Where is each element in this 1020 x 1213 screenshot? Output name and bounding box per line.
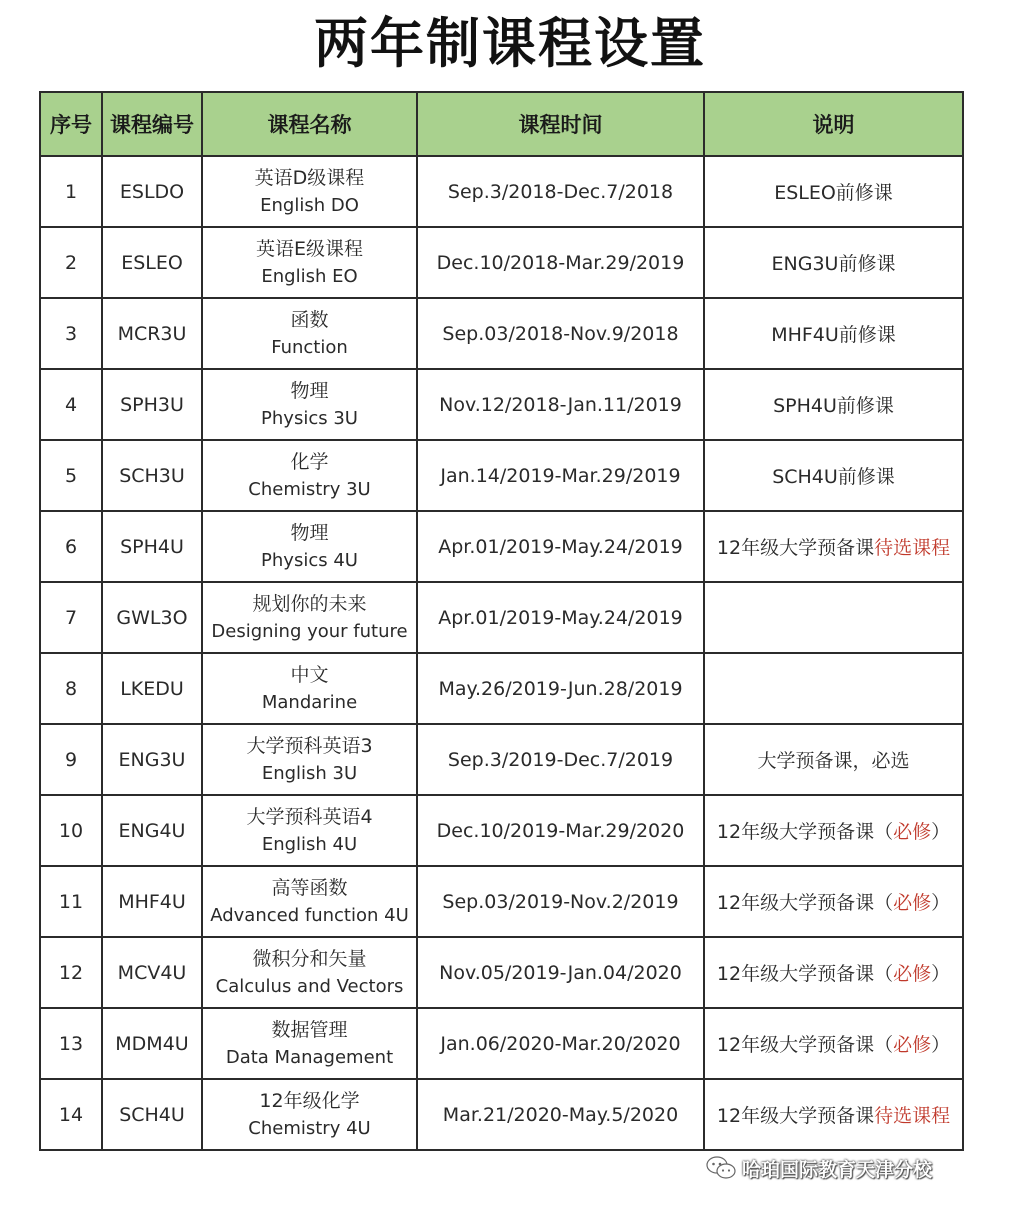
cell-name [202,156,417,227]
table-row [40,937,963,1008]
table-row [40,582,963,653]
cell-seq: 1 [40,156,102,227]
course-table [39,91,964,1151]
course-name-cn: 规划你的未来 [252,592,367,615]
cell-code: ESLEO [102,227,202,298]
cell-time: Sep.3/2018-Dec.7/2018 [417,156,704,227]
note-highlight: 待选课程 [874,1105,951,1127]
cell-code: MDM4U [102,1008,202,1079]
cell-time: Sep.03/2018-Nov.9/2018 [417,298,704,369]
note-tail: ） [931,1034,951,1056]
cell-note [704,1079,963,1150]
cell-time: May.26/2019-Jun.28/2019 [417,653,704,724]
course-name-en: English 4U [261,833,358,855]
cell-time: Apr.01/2019-May.24/2019 [417,511,704,582]
cell-name [202,1008,417,1079]
cell-note [704,937,963,1008]
header-name: 课程名称 [202,92,417,156]
course-name-en: Advanced function 4U [210,904,409,926]
course-name-en: Designing your future [211,620,408,642]
cell-code: LKEDU [102,653,202,724]
cell-note [704,653,963,724]
header-code: 课程编号 [102,92,202,156]
cell-name [202,795,417,866]
course-name-cn: 微积分和矢量 [252,947,367,970]
course-table-body [40,156,963,1150]
cell-name [202,298,417,369]
table-row [40,440,963,511]
cell-time: Dec.10/2019-Mar.29/2020 [417,795,704,866]
table-row [40,298,963,369]
cell-seq: 4 [40,369,102,440]
course-name-cn: 12年级化学 [259,1089,360,1112]
table-row [40,1079,963,1150]
note-text: SPH4U前修课 [773,395,894,417]
course-name-cn: 数据管理 [271,1018,348,1041]
cell-code: MCR3U [102,298,202,369]
cell-time: Sep.03/2019-Nov.2/2019 [417,866,704,937]
header-time: 课程时间 [417,92,704,156]
cell-seq: 6 [40,511,102,582]
table-row [40,156,963,227]
watermark [706,1152,996,1184]
cell-time: Nov.12/2018-Jan.11/2019 [417,369,704,440]
cell-code: SPH4U [102,511,202,582]
cell-seq: 8 [40,653,102,724]
cell-name [202,440,417,511]
cell-code: ENG3U [102,724,202,795]
course-name-cn: 物理 [290,521,329,544]
cell-note [704,369,963,440]
cell-seq: 7 [40,582,102,653]
note-highlight: 必修 [893,821,932,843]
cell-seq: 5 [40,440,102,511]
cell-seq: 9 [40,724,102,795]
course-name-en: English 3U [261,762,358,784]
cell-time: Apr.01/2019-May.24/2019 [417,582,704,653]
note-text: 大学预备课，必选 [757,750,910,772]
course-name-en: Physics 4U [261,549,358,571]
cell-code: SPH3U [102,369,202,440]
cell-note [704,440,963,511]
cell-name [202,866,417,937]
cell-note [704,227,963,298]
cell-code: SCH3U [102,440,202,511]
header-note: 说明 [704,92,963,156]
note-tail: ） [931,821,951,843]
note-text: ENG3U前修课 [771,253,896,275]
note-highlight: 必修 [893,1034,932,1056]
course-name-en: Mandarine [261,691,358,713]
cell-time: Nov.05/2019-Jan.04/2020 [417,937,704,1008]
table-row [40,866,963,937]
cell-seq: 14 [40,1079,102,1150]
course-name-cn: 中文 [290,663,329,686]
cell-note [704,582,963,653]
note-text: 12年级大学预备课 [716,537,875,559]
note-text: 12年级大学预备课（ [716,821,894,843]
cell-code: MCV4U [102,937,202,1008]
cell-note [704,156,963,227]
cell-time: Sep.3/2019-Dec.7/2019 [417,724,704,795]
course-name-cn: 函数 [290,308,329,331]
cell-seq: 13 [40,1008,102,1079]
cell-name [202,937,417,1008]
course-name-cn: 高等函数 [271,876,348,899]
cell-note [704,866,963,937]
cell-name [202,369,417,440]
cell-note [704,298,963,369]
cell-name [202,227,417,298]
watermark-text: 哈珀国际教育天津分校 [742,1158,933,1181]
course-name-en: Function [271,336,348,358]
note-highlight: 必修 [893,892,932,914]
cell-name [202,653,417,724]
cell-time: Jan.14/2019-Mar.29/2019 [417,440,704,511]
course-name-en: Physics 3U [261,407,358,429]
header-seq: 序号 [40,92,102,156]
cell-seq: 3 [40,298,102,369]
note-highlight: 待选课程 [874,537,951,559]
cell-seq: 10 [40,795,102,866]
cell-code: ESLDO [102,156,202,227]
course-name-cn: 化学 [290,450,329,473]
course-name-en: English EO [261,265,358,287]
cell-note [704,511,963,582]
cell-code: GWL3O [102,582,202,653]
note-text: 12年级大学预备课（ [716,963,894,985]
cell-code: ENG4U [102,795,202,866]
cell-seq: 12 [40,937,102,1008]
note-text: SCH4U前修课 [772,466,895,488]
cell-seq: 2 [40,227,102,298]
note-tail: ） [931,892,951,914]
note-tail: ） [931,963,951,985]
cell-time: Jan.06/2020-Mar.20/2020 [417,1008,704,1079]
cell-name [202,1079,417,1150]
cell-note [704,724,963,795]
cell-code: SCH4U [102,1079,202,1150]
cell-name [202,582,417,653]
note-text: ESLEO前修课 [774,182,893,204]
table-row [40,227,963,298]
note-highlight: 必修 [893,963,932,985]
course-name-en: Data Management [225,1046,394,1068]
note-text: 12年级大学预备课（ [716,892,894,914]
course-name-en: English DO [260,194,359,216]
cell-name [202,724,417,795]
cell-time: Mar.21/2020-May.5/2020 [417,1079,704,1150]
table-row [40,369,963,440]
cell-note [704,795,963,866]
course-name-cn: 英语D级课程 [254,166,365,189]
note-text: 12年级大学预备课（ [716,1034,894,1056]
cell-code: MHF4U [102,866,202,937]
course-name-cn: 大学预科英语4 [246,805,373,828]
table-row [40,653,963,724]
table-row [40,1008,963,1079]
cell-time: Dec.10/2018-Mar.29/2019 [417,227,704,298]
cell-note [704,1008,963,1079]
course-name-cn: 物理 [290,379,329,402]
course-name-en: Calculus and Vectors [215,975,404,997]
course-name-cn: 英语E级课程 [255,237,363,260]
course-name-en: Chemistry 4U [248,1117,371,1139]
note-text: MHF4U前修课 [771,324,896,346]
table-row [40,724,963,795]
cell-seq: 11 [40,866,102,937]
wechat-icon [706,1155,736,1181]
page-title: 两年制课程设置 [314,12,706,75]
cell-name [202,511,417,582]
course-name-cn: 大学预科英语3 [246,734,373,757]
note-text: 12年级大学预备课 [716,1105,875,1127]
table-row [40,795,963,866]
table-row [40,511,963,582]
course-name-en: Chemistry 3U [248,478,371,500]
table-header-row [40,92,963,156]
